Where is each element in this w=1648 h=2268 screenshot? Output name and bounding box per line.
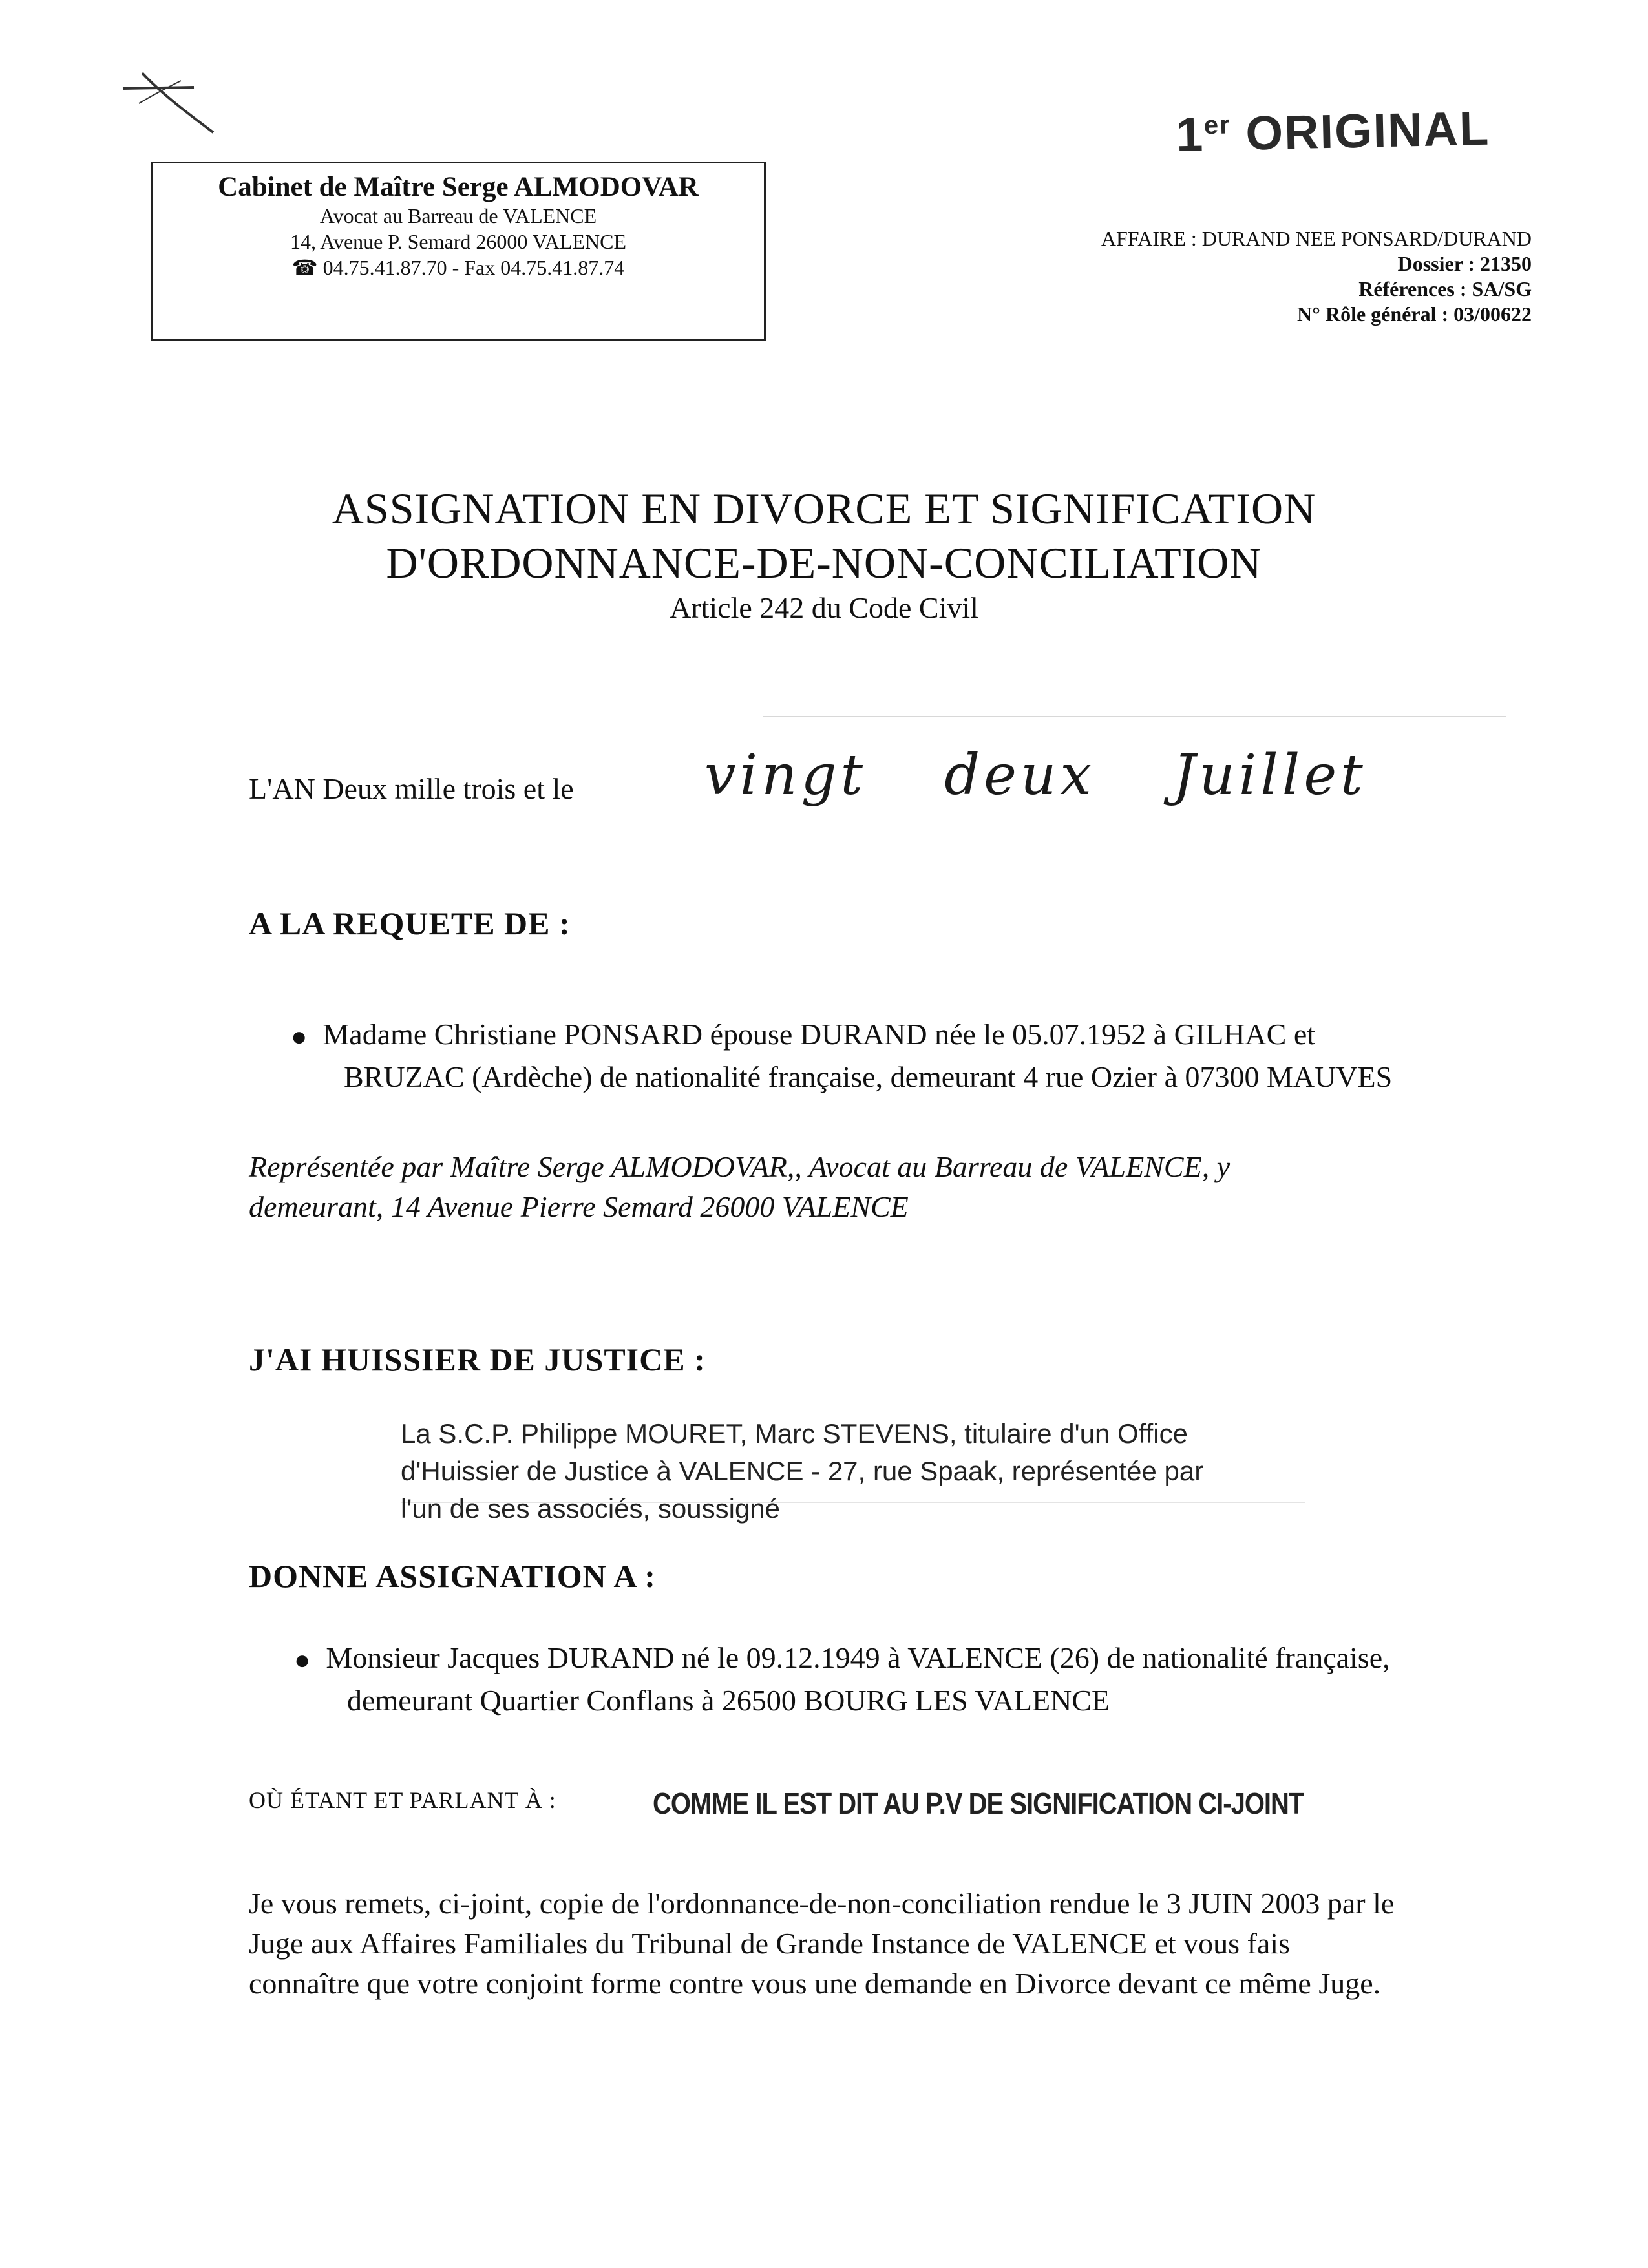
document-title	[129, 481, 1519, 626]
huissier-heading: J'AI HUISSIER DE JUSTICE :	[249, 1341, 706, 1378]
huissier-line-2: d'Huissier de Justice à VALENCE - 27, rue Spaak, représentée par	[401, 1456, 1204, 1486]
requesting-party-line-2: BRUZAC (Ardèche) de nationalité française, demeurant 4 rue Ozier à 07300 MAUVES	[344, 1060, 1393, 1094]
bullet-icon: ●	[294, 1646, 311, 1676]
bullet-icon: ●	[291, 1022, 308, 1053]
handwritten-month: Juillet	[1172, 743, 1367, 808]
role-general-line: N° Rôle général : 03/00622	[1297, 302, 1532, 326]
firm-line-bar: Avocat au Barreau de VALENCE	[319, 204, 597, 227]
title-article: Article 242 du Code Civil	[670, 591, 978, 624]
scribble-mark	[116, 68, 233, 139]
defendant-line-2: demeurant Quartier Conflans à 26500 BOURG LES VALENCE	[347, 1684, 1110, 1717]
stamp-sup: er	[1203, 110, 1232, 140]
date-line-printed: L'AN Deux mille trois et le	[249, 772, 574, 805]
affaire-line: AFFAIRE : DURAND NEE PONSARD/DURAND	[1101, 227, 1532, 250]
defendant-party	[294, 1638, 1525, 1721]
final-line-2: Juge aux Affaires Familiales du Tribunal de Grande Instance de VALENCE et vous fais	[249, 1927, 1290, 1960]
ou-etant-label: OÙ ÉTANT ET PARLANT À :	[249, 1787, 556, 1813]
donne-heading: DONNE ASSIGNATION A :	[249, 1558, 656, 1594]
case-reference-block	[892, 226, 1532, 327]
huissier-stamp-text	[401, 1415, 1331, 1528]
representation-line-2: demeurant, 14 Avenue Pierre Semard 26000 VALENCE	[249, 1190, 909, 1223]
defendant-line-1: Monsieur Jacques DURAND né le 09.12.1949 à VALENCE (26) de nationalité française,	[326, 1641, 1390, 1674]
representation	[249, 1147, 1519, 1227]
firm-name: Cabinet de Maître Serge ALMODOVAR	[218, 172, 699, 202]
requesting-party-line-1: Madame Christiane PONSARD épouse DURAND née le 05.07.1952 à GILHAC et	[322, 1018, 1316, 1051]
huissier-line-3: l'un de ses associés, soussigné	[401, 1493, 781, 1524]
firm-line-phone: ☎ 04.75.41.87.70 - Fax 04.75.41.87.74	[291, 256, 625, 279]
requesting-party	[291, 1014, 1522, 1097]
handwritten-day-2: deux	[944, 743, 1095, 808]
handwritten-date	[704, 743, 1444, 808]
references-line: Références : SA/SG	[1358, 277, 1532, 300]
scan-artefact-line	[763, 716, 1506, 717]
final-paragraph	[249, 1884, 1522, 2004]
dossier-line: Dossier : 21350	[1397, 252, 1532, 275]
huissier-line-1: La S.C.P. Philippe MOURET, Marc STEVENS, titulaire d'un Office	[401, 1418, 1188, 1449]
representation-line-1: Représentée par Maître Serge ALMODOVAR,, Avocat au Barreau de VALENCE, y	[249, 1150, 1231, 1183]
firm-line-address: 14, Avenue P. Semard 26000 VALENCE	[290, 230, 626, 253]
stamp-text: ORIGINAL	[1245, 101, 1491, 160]
title-line-1: ASSIGNATION EN DIVORCE ET SIGNIFICATION	[332, 484, 1316, 533]
ou-etant-stamp: COMME IL EST DIT AU P.V DE SIGNIFICATION CI-JOINT	[653, 1787, 1304, 1821]
letterhead-box	[151, 162, 766, 341]
handwritten-day: vingt	[704, 743, 867, 808]
stamp-prefix: 1	[1176, 107, 1205, 162]
final-line-1: Je vous remets, ci-joint, copie de l'ordonnance-de-non-conciliation rendue le 3 JUIN 2003 par le	[249, 1887, 1395, 1920]
final-line-3: connaître que votre conjoint forme contre vous une demande en Divorce devant ce même Juge.	[249, 1967, 1381, 2000]
requete-heading: A LA REQUETE DE :	[249, 905, 571, 941]
original-stamp	[1176, 100, 1539, 165]
title-line-2: D'ORDONNANCE-DE-NON-CONCILIATION	[386, 538, 1262, 587]
